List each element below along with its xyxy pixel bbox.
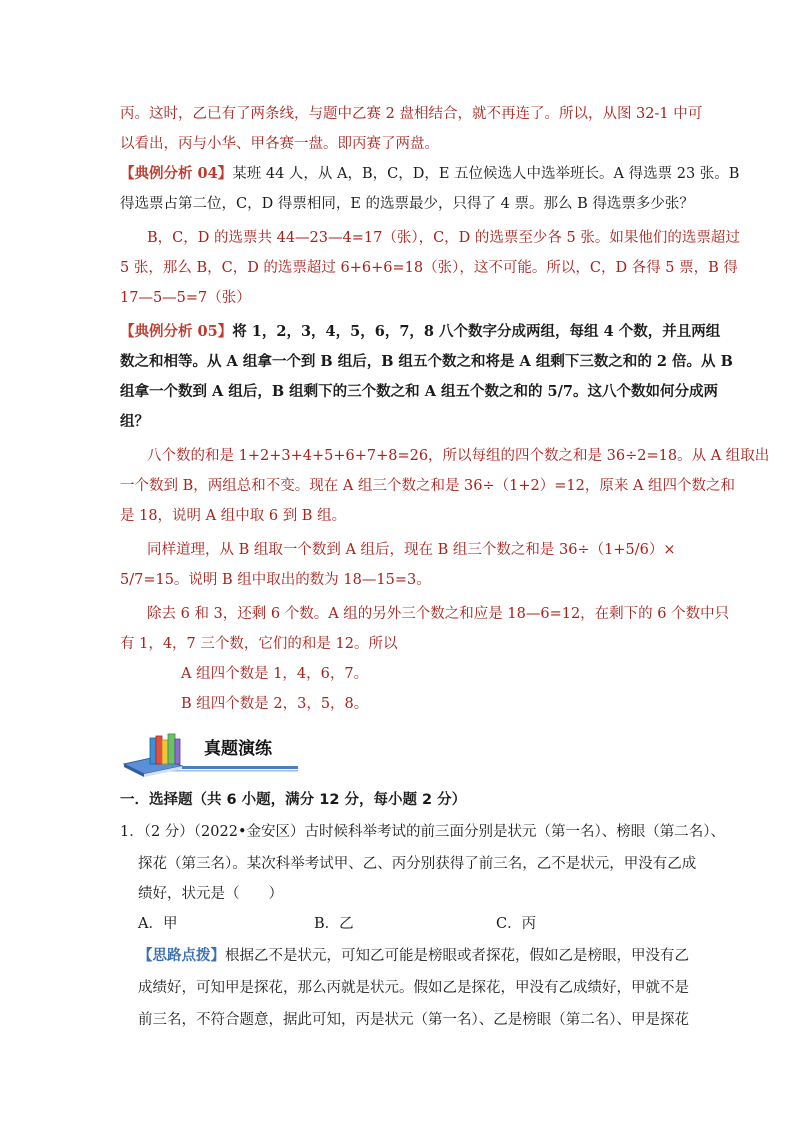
intro-line-1: 丙。这时，乙已有了两条线，与题中乙赛 2 盘相结合，就不再连了。所以，从图 32-1 中可 xyxy=(120,106,703,122)
hint-line-1 xyxy=(138,946,689,966)
example-05-para-1-line-2: 一个数到 B，两组总和不变。现在 A 组三个数之和是 36÷（1+2）=12，原来 A 组四个数之和 xyxy=(120,478,736,494)
example-05-question-line-4: 组？ xyxy=(120,413,149,430)
intro-line-2: 以看出，丙与小华、甲各赛一盘。即丙赛了两盘。 xyxy=(120,136,439,152)
hint-text: 根据乙不是状元，可知乙可能是榜眼或者探花，假如乙是榜眼，甲没有乙 xyxy=(225,948,689,964)
hint-line-2: 成绩好，可知甲是探花，那么丙就是状元。假如乙是探花，甲没有乙成绩好，甲就不是 xyxy=(138,980,689,996)
example-05-question-line-1 xyxy=(120,322,720,342)
example-05-para-3-line-1: 除去 6 和 3，还剩 6 个数。A 组的另外三个数之和应是 18—6=12，在剩下的 6 个数中只 xyxy=(147,606,730,622)
example-05-para-3-line-2: 有 1，4，7 三个数，它们的和是 12。所以 xyxy=(120,636,398,652)
example-05-result-a: A 组四个数是 1，4，6，7。 xyxy=(181,666,369,682)
example-04-question-text: 某班 44 人，从 A，B，C，D，E 五位候选人中选举班长。A 得选票 23 张。B xyxy=(232,166,740,182)
section-title: 真题演练 xyxy=(204,739,272,759)
part-1-title: 一．选择题（共 6 小题，满分 12 分，每小题 2 分） xyxy=(120,792,467,808)
example-05-tag: 【典例分析 05】 xyxy=(120,323,233,340)
example-04-answer-line-2: 5 张，那么 B，C，D 的选票超过 6+6+6=18（张），这不可能。所以，C，D 各得 5 票，B 得 xyxy=(120,260,738,276)
example-04-question-line-2: 得选票占第二位，C，D 得票相同，E 的选票最少，只得了 4 票。那么 B 得选票多少张？ xyxy=(120,196,694,212)
hint-tag: 【思路点拨】 xyxy=(138,947,225,964)
example-05-question-line-2: 数之和相等。从 A 组拿一个到 B 组后，B 组五个数之和将是 A 组剩下三数之和的 2 倍。从 B xyxy=(120,353,733,370)
example-04-tag: 【典例分析 04】 xyxy=(120,165,233,182)
question-1-line-3: 绩好，状元是（ ） xyxy=(138,886,283,902)
hint-line-3: 前三名，不符合题意，据此可知，丙是状元（第一名）、乙是榜眼（第二名）、甲是探花 xyxy=(138,1012,689,1028)
question-1-line-2: 探花（第三名）。某次科举考试甲、乙、丙分别获得了前三名，乙不是状元，甲没有乙成 xyxy=(138,856,697,872)
example-04-answer-line-1: B，C，D 的选票共 44—23—4=17（张），C，D 的选票至少各 5 张。如果他们的选票超过 xyxy=(147,230,740,246)
option-c: C．丙 xyxy=(496,916,537,932)
option-b: B．乙 xyxy=(314,916,354,932)
option-a: A．甲 xyxy=(138,916,178,932)
example-05-question-text: 将 1，2，3，4，5，6，7，8 八个数字分成两组，每组 4 个数，并且两组 xyxy=(232,323,721,340)
example-04-question-line-1 xyxy=(120,164,739,184)
example-04-answer-line-3: 17—5—5=7（张） xyxy=(120,290,251,306)
question-1-line-1: 1．（2 分）（2022•金安区）古时候科举考试的前三面分别是状元（第一名）、榜眼（第二名）、 xyxy=(120,824,726,840)
example-05-para-2-line-1: 同样道理，从 B 组取一个数到 A 组后，现在 B 组三个数之和是 36÷（1+5/6）× xyxy=(147,542,676,558)
example-05-question-line-3: 组拿一个数到 A 组后，B 组剩下的三个数之和 A 组五个数之和的 5/7。这八个数如何分成两 xyxy=(120,383,719,400)
example-05-para-1-line-1: 八个数的和是 1+2+3+4+5+6+7+8=26，所以每组的四个数之和是 36÷2=18。从 A 组取出 xyxy=(147,448,770,464)
example-05-para-1-line-3: 是 18，说明 A 组中取 6 到 B 组。 xyxy=(120,508,347,524)
example-05-result-b: B 组四个数是 2，3，5，8。 xyxy=(181,696,369,712)
example-05-para-2-line-2: 5/7=15。说明 B 组中取出的数为 18—15=3。 xyxy=(120,572,431,588)
